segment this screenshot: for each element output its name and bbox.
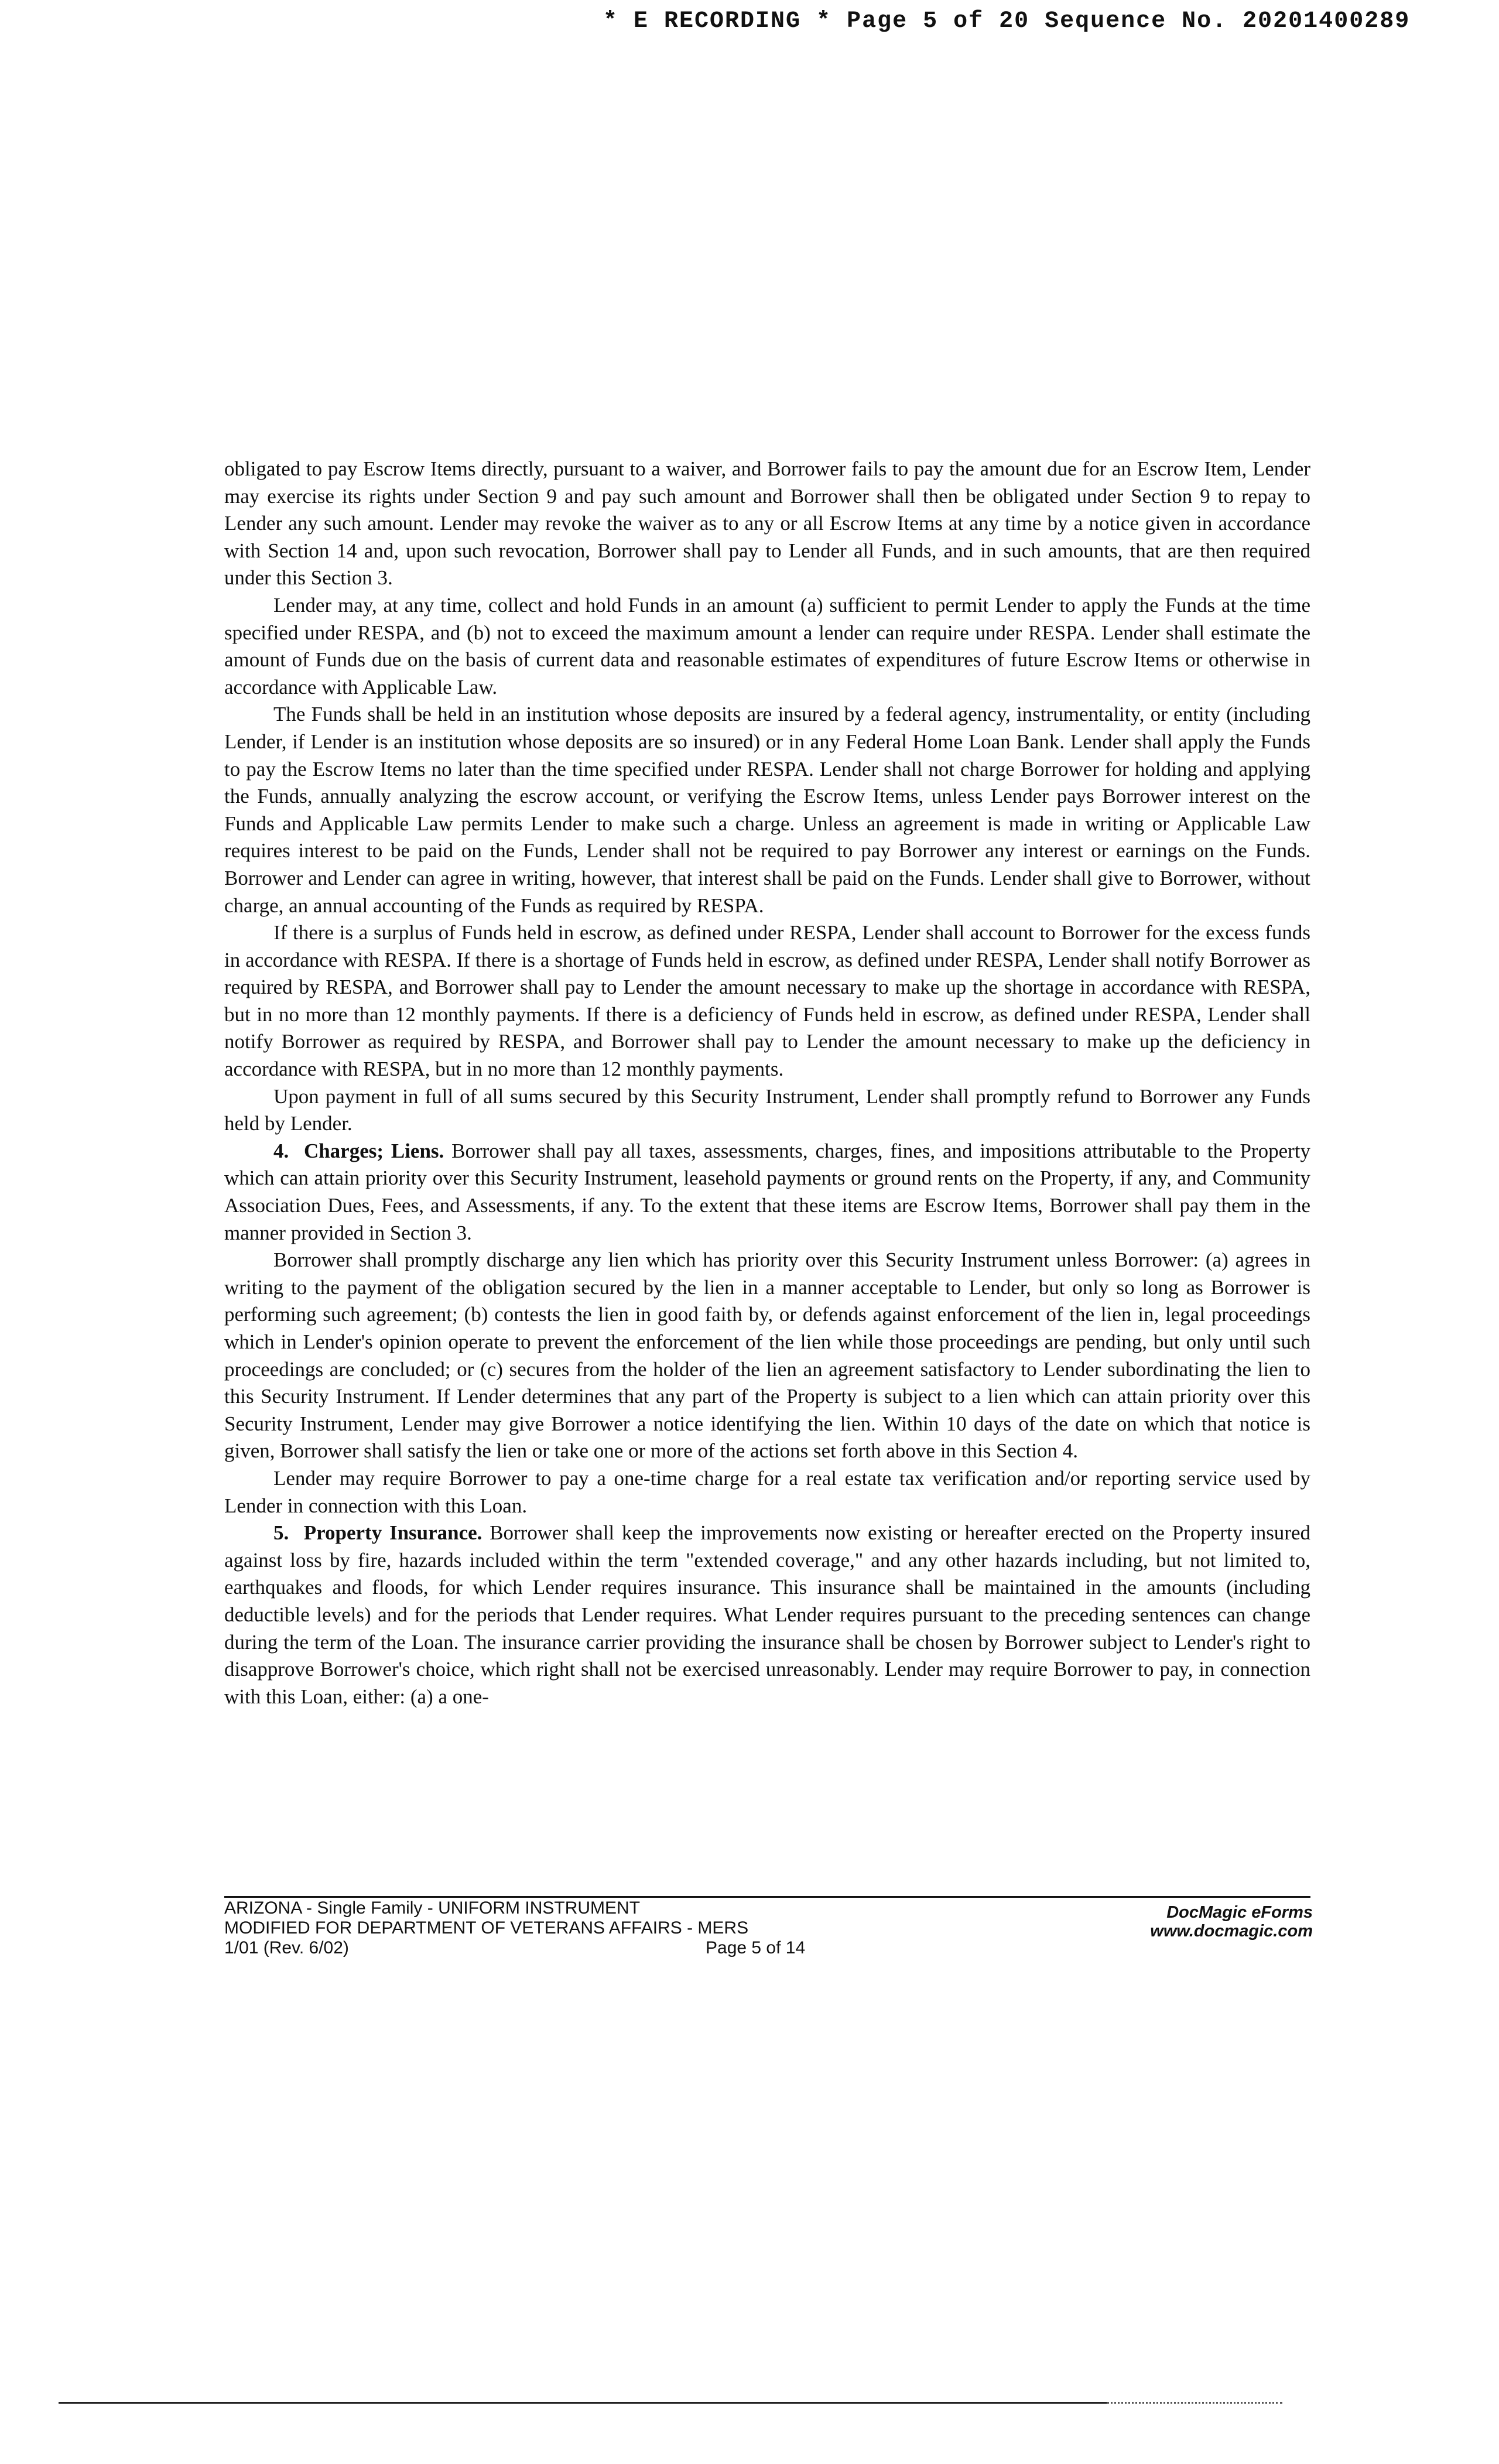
footer-divider — [224, 1896, 1310, 1898]
footer-form-line-2: MODIFIED FOR DEPARTMENT OF VETERANS AFFAIRS - MERS — [224, 1918, 749, 1938]
bottom-scan-line — [59, 2402, 1107, 2404]
footer-form-info — [224, 1898, 898, 1958]
section-4-charges-liens — [224, 1138, 1310, 1247]
recording-header: * E RECORDING * Page 5 of 20 Sequence No. 20201400289 — [603, 8, 1411, 35]
section-4-title: Charges; Liens. — [303, 1139, 444, 1162]
section-4-number: 4. — [273, 1139, 289, 1162]
footer-form-line-3: 1/01 (Rev. 6/02) — [224, 1938, 349, 1957]
docmagic-website: www.docmagic.com — [1150, 1922, 1313, 1941]
section-5-property-insurance — [224, 1520, 1310, 1710]
section-5-number: 5. — [273, 1521, 289, 1545]
paragraph-refund: Upon payment in full of all sums secured by this Security Instrument, Lender shall promptly refund to Borrower any Funds held by Lender. — [224, 1084, 1310, 1135]
section-5-title: Property Insurance. — [303, 1521, 482, 1545]
footer-brand — [1125, 1903, 1313, 1941]
paragraph-collect-funds: Lender may, at any time, collect and hold Funds in an amount (a) sufficient to permit Lender to apply the Funds at the time specified under RESPA, and (b) not to exceed the maximum amount a lender can require under RESPA. Lender shall estimate the amount of Funds due on the basis of current data and reasonable estimates of expenditures of future Escrow Items or otherwise in accordance with Applicable Law. — [224, 593, 1310, 699]
docmagic-logo: DocMagic eForms — [1166, 1903, 1313, 1922]
paragraph-funds-held: The Funds shall be held in an institution whose deposits are insured by a federal agency, instrumentality, or entity (including Lender, if Lender is an institution whose deposits are so insured) or in any Federal Home Loan Bank. Lender shall apply the Funds to pay the Escrow Items no later than the time specified under RESPA. Lender shall not charge Borrower for holding and applying the Funds, annually analyzing the escrow account, or verifying the Escrow Items, unless Lender pays Borrower interest on the Funds and Applicable Law permits Lender to make such a charge. Unless an agreement is made in writing or Applicable Law requires interest to be paid on the Funds, Lender shall not be required to pay Borrower any interest or earnings on the Funds. Borrower and Lender can agree in writing, however, that interest shall be paid on the Funds. Lender shall give to Borrower, without charge, an annual accounting of the Funds as required by RESPA. — [224, 703, 1310, 917]
footer-form-line-1: ARIZONA - Single Family - UNIFORM INSTRUMENT — [224, 1898, 641, 1918]
document-body — [224, 456, 1310, 1710]
section-5-text: Borrower shall keep the improvements now existing or hereafter erected on the Property insured against loss by fire, hazards included within the term "extended coverage," and any other hazards including, but not limited to, earthquakes and floods, for which Lender requires insurance. This insurance shall be maintained in the amounts (including deductible levels) and for the periods that Lender requires. What Lender requires pursuant to the preceding sentences can change during the term of the Loan. The insurance carrier providing the insurance shall be chosen by Borrower subject to Lender's right to disapprove Borrower's choice, which right shall not be exercised unreasonably. Lender may require Borrower to pay, in connection with this Loan, either: (a) a one- — [224, 1521, 1310, 1708]
footer-page-number: Page 5 of 14 — [706, 1938, 806, 1957]
section-4-text: Borrower shall pay all taxes, assessments, charges, fines, and impositions attributable to the Property which can attain priority over this Security Instrument, leasehold payments or ground rents on the Property, if any, and Community Association Dues, Fees, and Assessments, if any. To the extent that these items are Escrow Items, Borrower shall pay them in the manner provided in Section 3. — [224, 1139, 1310, 1244]
paragraph-surplus-shortage: If there is a surplus of Funds held in escrow, as defined under RESPA, Lender shall account to Borrower for the excess funds in accordance with RESPA. If there is a shortage of Funds held in escrow, as defined under RESPA, Lender shall notify Borrower as required by RESPA, and Borrower shall pay to Lender the amount necessary to make up the shortage in accordance with RESPA, but in no more than 12 monthly payments. If there is a deficiency of Funds held in escrow, as defined under RESPA, Lender shall notify Borrower as required by RESPA, and Borrower shall pay to Lender the amount necessary to make up the deficiency in accordance with RESPA, but in no more than 12 monthly payments. — [224, 921, 1310, 1081]
paragraph-discharge-lien: Borrower shall promptly discharge any lien which has priority over this Security Instrument unless Borrower: (a) agrees in writing to the payment of the obligation secured by the lien in a manner acceptable to Lender, but only so long as Borrower is performing such agreement; (b) contests the lien in good faith by, or defends against enforcement of the lien in, legal proceedings which in Lender's opinion operate to prevent the enforcement of the lien while those proceedings are pending, but only until such proceedings are concluded; or (c) secures from the holder of the lien an agreement satisfactory to Lender subordinating the lien to this Security Instrument. If Lender determines that any part of the Property is subject to a lien which can attain priority over this Security Instrument, Lender may give Borrower a notice identifying the lien. Within 10 days of the date on which that notice is given, Borrower shall satisfy the lien or take one or more of the actions set forth above in this Section 4. — [224, 1248, 1310, 1463]
paragraph-tax-verification: Lender may require Borrower to pay a one-time charge for a real estate tax verification and/or reporting service used by Lender in connection with this Loan. — [224, 1466, 1310, 1517]
bottom-scan-line-tail — [1107, 2402, 1282, 2404]
paragraph-escrow-waiver: obligated to pay Escrow Items directly, pursuant to a waiver, and Borrower fails to pay the amount due for an Escrow Item, Lender may exercise its rights under Section 9 and pay such amount and Borrower shall then be obligated under Section 9 to repay to Lender any such amount. Lender may revoke the waiver as to any or all Escrow Items at any time by a notice given in accordance with Section 14 and, upon such revocation, Borrower shall pay to Lender all Funds, and in such amounts, that are then required under this Section 3. — [224, 457, 1310, 590]
